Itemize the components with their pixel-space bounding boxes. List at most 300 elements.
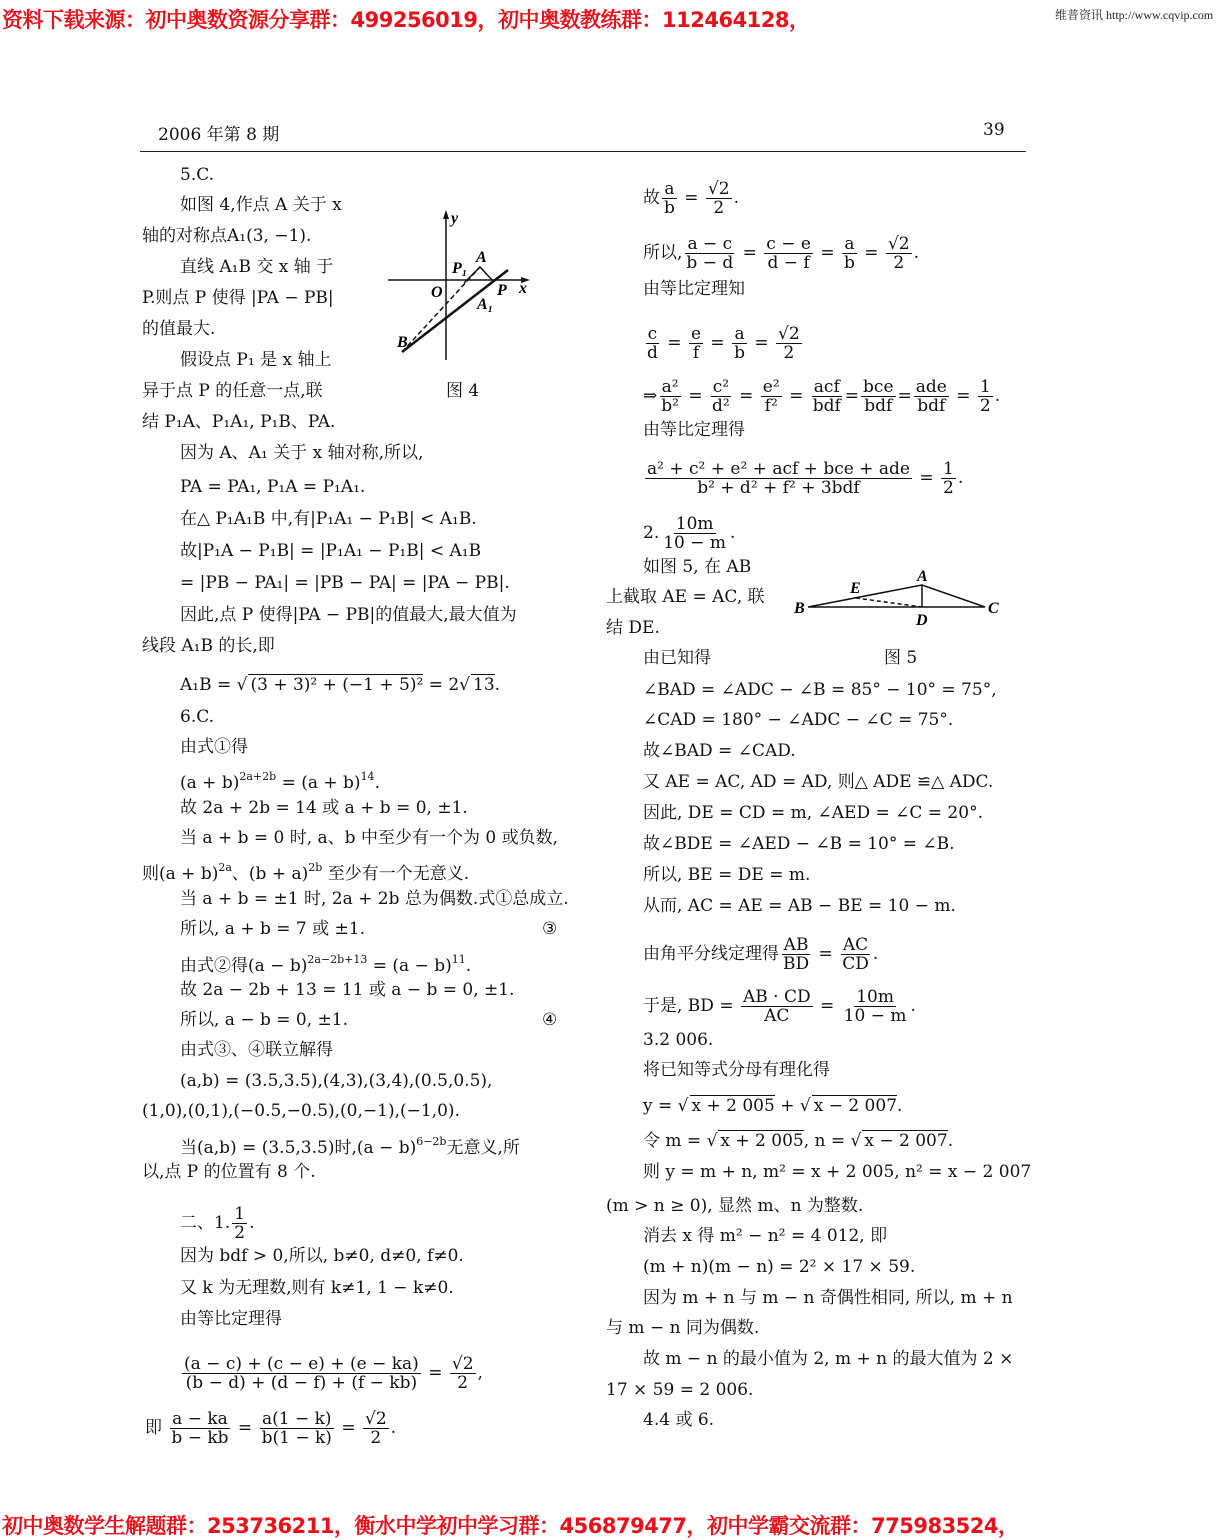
text-line (180, 1278, 454, 1298)
text-run: (a + b) (180, 773, 240, 793)
denominator: b − d (686, 253, 734, 273)
text-line (643, 515, 735, 552)
text-run: A₁B = √ (180, 675, 248, 695)
figure-4-caption: 图 4 (446, 381, 480, 401)
denominator: bdf (864, 396, 893, 416)
equation-tag: ③ (542, 919, 558, 939)
text-run: 5.C. (180, 165, 215, 185)
label-p: P (497, 282, 507, 299)
denominator: b² (661, 396, 679, 416)
numerator: a² (661, 377, 679, 397)
text-line (180, 828, 558, 848)
text-run: 又 AE = AC, AD = AD, 则△ ADE ≌△ ADC. (643, 772, 994, 792)
label-o: O (431, 284, 443, 301)
top-watermark-banner: 资料下载来源：初中奥数资源分享群：499256019，初中奥数教练群：112464128， (2, 8, 810, 32)
text-line (643, 680, 997, 700)
numerator: 10m (856, 987, 894, 1007)
label-a: A (917, 568, 928, 585)
numerator: AB · CD (742, 987, 811, 1007)
text-run: = 2 (423, 675, 460, 695)
numerator: (a − c) + (c − e) + (e − ka) (184, 1354, 419, 1374)
text-run: 故∠BAD = ∠CAD. (643, 741, 796, 761)
text-run: = (232, 1418, 258, 1438)
text-line (606, 1318, 759, 1338)
fraction (363, 1410, 389, 1447)
fraction (169, 1410, 230, 1447)
denominator: b (664, 198, 675, 218)
text-line (180, 1132, 520, 1158)
text-run: 消去 x 得 m² − n² = 4 012, 即 (643, 1226, 888, 1246)
text-run: 在△ P₁A₁B 中,有|P₁A₁ − P₁B| < A₁B. (180, 509, 477, 529)
text-line (180, 165, 214, 185)
numerator: a (844, 234, 855, 254)
text-run: 又 k 为无理数,则有 k≠1, 1 − k≠0. (180, 1278, 454, 1298)
text-line (643, 180, 739, 217)
text-run: = (a + b) (276, 773, 361, 793)
fraction (978, 378, 993, 415)
text-line (643, 1030, 713, 1050)
numerator: a − c (687, 234, 733, 254)
text-run: √ (459, 675, 471, 695)
text-run: . (249, 1213, 255, 1233)
denominator: 2 (893, 253, 905, 273)
label-x: x (519, 280, 527, 297)
numerator: √2 (451, 1354, 474, 1374)
text-line (643, 648, 711, 668)
text-run: 由角平分线定理得 (643, 944, 779, 964)
text-line (643, 803, 983, 823)
text-run: = (678, 188, 704, 208)
text-run: 所以, a + b = 7 或 ±1. (180, 919, 366, 939)
text-line (643, 1162, 1031, 1182)
text-run: = (950, 386, 976, 406)
fraction (842, 235, 857, 272)
text-run: 3.2 006. (643, 1030, 714, 1050)
denominator: bdf (917, 396, 946, 416)
text-line (643, 834, 955, 854)
text-run: ∠CAD = 180° − ∠ADC − ∠C = 75°. (643, 710, 954, 730)
denominator: 10 − m (843, 1006, 907, 1026)
denominator: b − kb (171, 1428, 229, 1448)
text-run: 如图 5, 在 AB (643, 557, 752, 577)
text-run: 所以, a − b = 0, ±1. (180, 1010, 349, 1030)
text-line (180, 509, 477, 529)
denominator: f² (764, 396, 778, 416)
fraction (684, 235, 735, 272)
text-line (180, 1071, 492, 1091)
segment-de (856, 598, 922, 607)
exponent: 14 (360, 770, 375, 783)
text-run: y = √ (643, 1096, 689, 1116)
exponent: 11 (451, 953, 466, 966)
text-run: . (947, 1131, 954, 1151)
text-run: 如图 4,作点 A 关于 x (180, 195, 342, 215)
numerator: √2 (707, 179, 730, 199)
text-run: 则 y = m + n, m² = x + 2 005, n² = x − 2 007 (643, 1162, 1032, 1182)
text-line (643, 865, 810, 885)
denominator: BD (783, 954, 810, 974)
text-line (180, 573, 510, 593)
text-run: 由式②得(a − b) (180, 956, 308, 976)
text-run: 则(a + b) (142, 864, 219, 884)
numerator: e² (762, 377, 780, 397)
text-line (142, 1101, 460, 1121)
text-run: = (748, 333, 775, 353)
text-run: . (872, 944, 879, 964)
numerator: AC (842, 935, 869, 955)
fraction (182, 1355, 421, 1392)
text-run: 故|P₁A − P₁B| = |P₁A₁ − P₁B| < A₁B (180, 541, 482, 561)
text-line (643, 1288, 1013, 1308)
text-run: = (844, 386, 860, 406)
text-run: . (733, 188, 740, 208)
text-run: 二、1. (180, 1213, 231, 1233)
numerator: a − ka (172, 1409, 228, 1429)
text-line (180, 541, 481, 561)
text-line (643, 325, 804, 362)
fraction (260, 1410, 334, 1447)
numerator: a (734, 324, 745, 344)
numerator: a² + c² + e² + acf + bce + ade (647, 459, 910, 479)
text-line (142, 226, 311, 246)
label-b: B (794, 600, 805, 617)
text-run: . (374, 773, 380, 793)
text-run: 由等比定理得 (180, 1309, 282, 1329)
text-run: . (390, 1418, 397, 1438)
text-line (180, 980, 515, 1000)
text-run: 当(a,b) = (3.5,3.5)时,(a − b) (180, 1138, 417, 1158)
text-line (180, 767, 380, 793)
figure-5 (790, 565, 1005, 630)
text-run: = (682, 386, 709, 406)
text-run: 6.C. (180, 707, 215, 727)
numerator: 1 (942, 459, 954, 479)
text-line (180, 1010, 558, 1030)
text-line (643, 1257, 915, 1277)
text-line (606, 1196, 863, 1216)
text-run: 以,点 P 的位置有 8 个. (142, 1162, 316, 1182)
radicand: 13 (473, 675, 495, 695)
label-a: A (476, 249, 487, 266)
text-run: (a,b) = (3.5,3.5),(4,3),(3,4),(0.5,0.5), (180, 1071, 493, 1091)
text-run: , n = √ (803, 1131, 862, 1151)
text-run: 由等比定理得 (643, 420, 745, 440)
radicand: x + 2 005 (691, 1096, 775, 1116)
fraction (776, 325, 802, 362)
text-line (643, 420, 745, 440)
header-rule (140, 151, 1026, 152)
fraction (764, 235, 813, 272)
text-run: 至少有一个无意义. (322, 864, 470, 884)
text-line (142, 858, 469, 884)
text-run: 于是, BD = (643, 996, 739, 1016)
numerator: 1 (979, 377, 991, 397)
text-line (142, 319, 215, 339)
text-run: 将已知等式分母有理化得 (643, 1060, 830, 1080)
fraction (689, 325, 703, 362)
fraction (886, 235, 912, 272)
text-line (180, 443, 423, 463)
radicand: x − 2 007 (864, 1131, 948, 1151)
numerator: ade (915, 377, 947, 397)
source-mark: 维普资讯 http://www.cqvip.com (1055, 8, 1214, 22)
text-line (643, 710, 953, 730)
denominator: d² (712, 396, 730, 416)
fraction (662, 180, 677, 217)
denominator: 10 − m (663, 533, 727, 553)
text-line (643, 741, 796, 761)
text-line (643, 1060, 830, 1080)
text-run: 轴的对称点A₁(3, −1). (142, 226, 312, 246)
text-line (643, 378, 1000, 415)
text-run: 即 (145, 1418, 168, 1438)
text-run: (1,0),(0,1),(−0.5,−0.5),(0,−1),(−1,0). (142, 1101, 460, 1121)
figure-4 (380, 205, 540, 370)
text-line (180, 889, 569, 909)
text-run: ⇒ (643, 386, 658, 406)
text-run: 所以, BE = DE = m. (643, 865, 811, 885)
text-line (643, 557, 751, 577)
fraction (645, 460, 912, 497)
fraction (811, 378, 843, 415)
radicand: (3 + 3)² + (−1 + 5)² (250, 675, 424, 695)
denominator: d (647, 343, 658, 363)
text-run: = (913, 468, 939, 488)
denominator: b (734, 343, 745, 363)
text-line (180, 195, 342, 215)
text-line (643, 235, 919, 272)
text-run: + √ (774, 1096, 811, 1116)
denominator: CD (842, 954, 869, 974)
text-run: = (705, 333, 731, 353)
fraction (706, 180, 732, 217)
equation-tag: ④ (542, 1010, 558, 1030)
figure-5-caption: 图 5 (884, 648, 918, 668)
text-line (180, 1205, 254, 1242)
denominator: 2 (783, 343, 795, 363)
denominator: 2 (713, 198, 725, 218)
numerator: c (647, 324, 658, 344)
fraction (450, 1355, 476, 1392)
text-line (643, 1131, 953, 1151)
text-run: 假设点 P₁ 是 x 轴上 (180, 350, 332, 370)
denominator: b (844, 253, 855, 273)
denominator: 2 (370, 1428, 382, 1448)
exponent: 2a+2b (239, 770, 277, 783)
text-run: P.则点 P 使得 |PA − PB| (142, 288, 334, 308)
fraction (781, 936, 811, 973)
numerator: acf (813, 377, 840, 397)
text-line (180, 1309, 282, 1329)
text-run: 由等比定理知 (643, 279, 745, 299)
text-run: PA = PA₁, P₁A = P₁A₁. (180, 477, 366, 497)
text-line (142, 412, 335, 432)
denominator: 2 (979, 396, 991, 416)
exponent: 2a (218, 861, 232, 874)
text-line (180, 675, 500, 695)
label-p1: P₁ (452, 260, 468, 277)
text-run: (m > n ≥ 0), 显然 m、n 为整数. (606, 1196, 864, 1216)
text-run: 异于点 P 的任意一点,联 (142, 381, 323, 401)
text-run: = (737, 243, 763, 263)
bottom-watermark-banner: 初中奥数学生解题群：253736211，衡水中学初中学习群：456879477，初中学霸交流群：775983524， (2, 1514, 1019, 1538)
text-run: = (335, 1418, 361, 1438)
text-run: . (897, 1096, 903, 1116)
text-run: 的值最大. (142, 319, 216, 339)
text-line (142, 288, 334, 308)
text-run: = (661, 333, 687, 353)
text-run: 令 m = √ (643, 1131, 718, 1151)
text-line (145, 1410, 396, 1447)
text-run: 所以, (643, 243, 683, 263)
label-y: y (451, 210, 459, 227)
fraction (840, 936, 871, 973)
text-run: . (465, 956, 472, 976)
fraction (732, 325, 747, 362)
denominator: d − f (767, 253, 810, 273)
text-run: . (730, 523, 736, 543)
text-run: 直线 A₁B 交 x 轴 于 (180, 257, 334, 277)
text-run: 因为 A、A₁ 关于 x 轴对称,所以, (180, 443, 424, 463)
numerator: √2 (778, 324, 800, 344)
text-run: . (494, 675, 501, 695)
fraction (710, 378, 732, 415)
text-run: 结 DE. (606, 618, 660, 638)
numerator: a (664, 179, 675, 199)
text-line (180, 257, 333, 277)
denominator: (b − d) + (d − f) + (f − kb) (185, 1373, 418, 1393)
text-line (142, 381, 323, 401)
issue-label: 2006 年第 8 期 (158, 125, 280, 145)
label-e: E (850, 580, 861, 597)
text-run: 结 P₁A、P₁A₁, P₁B、PA. (142, 412, 336, 432)
text-run: 因此, DE = CD = m, ∠AED = ∠C = 20°. (643, 803, 983, 823)
text-line (643, 772, 993, 792)
text-line (180, 1355, 483, 1392)
fraction (645, 325, 660, 362)
text-line (180, 737, 248, 757)
text-run: , (477, 1363, 483, 1383)
text-run: (m + n)(m − n) = 2² × 17 × 59. (643, 1257, 916, 1277)
page-number: 39 (983, 120, 1005, 140)
label-d: D (916, 612, 928, 629)
fraction (741, 988, 813, 1025)
text-run: 4.4 或 6. (643, 1410, 715, 1430)
text-run: 从而, AC = AE = AB − BE = 10 − m. (643, 896, 956, 916)
text-run: 由式③、④联立解得 (180, 1040, 333, 1060)
denominator: f (692, 343, 700, 363)
numerator: bce (863, 377, 894, 397)
denominator: 2 (942, 478, 954, 498)
triangle-abc (808, 585, 985, 607)
label-b: B (397, 334, 408, 351)
text-run: = (813, 944, 839, 964)
numerator: c² (712, 377, 730, 397)
label-c: C (988, 600, 999, 617)
text-run: 上截取 AE = AC, 联 (606, 587, 765, 607)
text-line (180, 1246, 464, 1266)
numerator: e (690, 324, 702, 344)
numerator: AB (783, 935, 809, 955)
fraction (941, 460, 956, 497)
text-line (180, 605, 517, 625)
text-run: 因为 m + n 与 m − n 奇偶性相同, 所以, m + n (643, 1288, 1013, 1308)
text-line (180, 707, 214, 727)
denominator: 2 (234, 1223, 246, 1243)
text-line (643, 1410, 714, 1430)
text-run: = (814, 996, 840, 1016)
text-run: 2. (643, 523, 660, 543)
denominator: 2 (457, 1373, 469, 1393)
numerator: c − e (766, 234, 811, 254)
text-run: ∠BAD = ∠ADC − ∠B = 85° − 10° = 75°, (643, 680, 997, 700)
text-line (142, 636, 275, 656)
denominator: AC (764, 1006, 790, 1026)
text-run: 当 a + b = ±1 时, 2a + 2b 总为偶数.式①总成立. (180, 889, 569, 909)
denominator: b² + d² + f² + 3bdf (697, 478, 860, 498)
text-line (643, 936, 878, 973)
text-run: = |PB − PA₁| = |PB − PA| = |PA − PB|. (180, 573, 510, 593)
text-run: = (a − b) (367, 956, 452, 976)
text-line (643, 279, 745, 299)
numerator: √2 (364, 1409, 387, 1429)
text-run: 当 a + b = 0 时, a、b 中至少有一个为 0 或负数, (180, 828, 559, 848)
denominator: bdf (812, 396, 841, 416)
text-line (180, 919, 558, 939)
text-run: = (897, 386, 912, 406)
text-run: . (957, 468, 964, 488)
text-line (643, 1226, 887, 1246)
fraction (659, 378, 681, 415)
text-run: = (858, 243, 884, 263)
text-run: 无意义,所 (446, 1138, 520, 1158)
text-run: 由已知得 (643, 648, 711, 668)
numerator: 10m (675, 514, 714, 534)
fraction (661, 515, 728, 552)
text-run: 与 m − n 同为偶数. (606, 1318, 760, 1338)
text-run: 17 × 59 = 2 006. (606, 1380, 754, 1400)
text-run: 由式①得 (180, 737, 248, 757)
text-line (180, 950, 471, 976)
text-run: 、(b + a) (231, 864, 309, 884)
text-run: = (814, 243, 840, 263)
radicand: x − 2 007 (813, 1096, 898, 1116)
fraction (842, 988, 909, 1025)
exponent: 6−2b (416, 1135, 447, 1148)
numerator: a(1 − k) (261, 1409, 332, 1429)
fraction (914, 378, 949, 415)
text-run: 故 (643, 188, 660, 208)
text-run: 故 m − n 的最小值为 2, m + n 的最大值为 2 × (643, 1349, 1014, 1369)
text-run: = (422, 1363, 448, 1383)
text-run: . (913, 243, 920, 263)
fraction (861, 378, 895, 415)
exponent: 2a−2b+13 (307, 953, 368, 966)
text-line (643, 896, 956, 916)
text-run: 因为 bdf > 0,所以, b≠0, d≠0, f≠0. (180, 1246, 464, 1266)
text-run: 故∠BDE = ∠AED − ∠B = 10° = ∠B. (643, 834, 955, 854)
text-run: . (994, 386, 1001, 406)
label-a1: A₁ (477, 296, 494, 313)
text-line (643, 1096, 902, 1116)
text-line (180, 798, 468, 818)
fraction (232, 1205, 247, 1242)
denominator: b(1 − k) (261, 1428, 332, 1448)
text-line (643, 988, 916, 1025)
exponent: 2b (308, 861, 323, 874)
text-line (180, 1040, 333, 1060)
text-line (643, 1349, 1013, 1369)
